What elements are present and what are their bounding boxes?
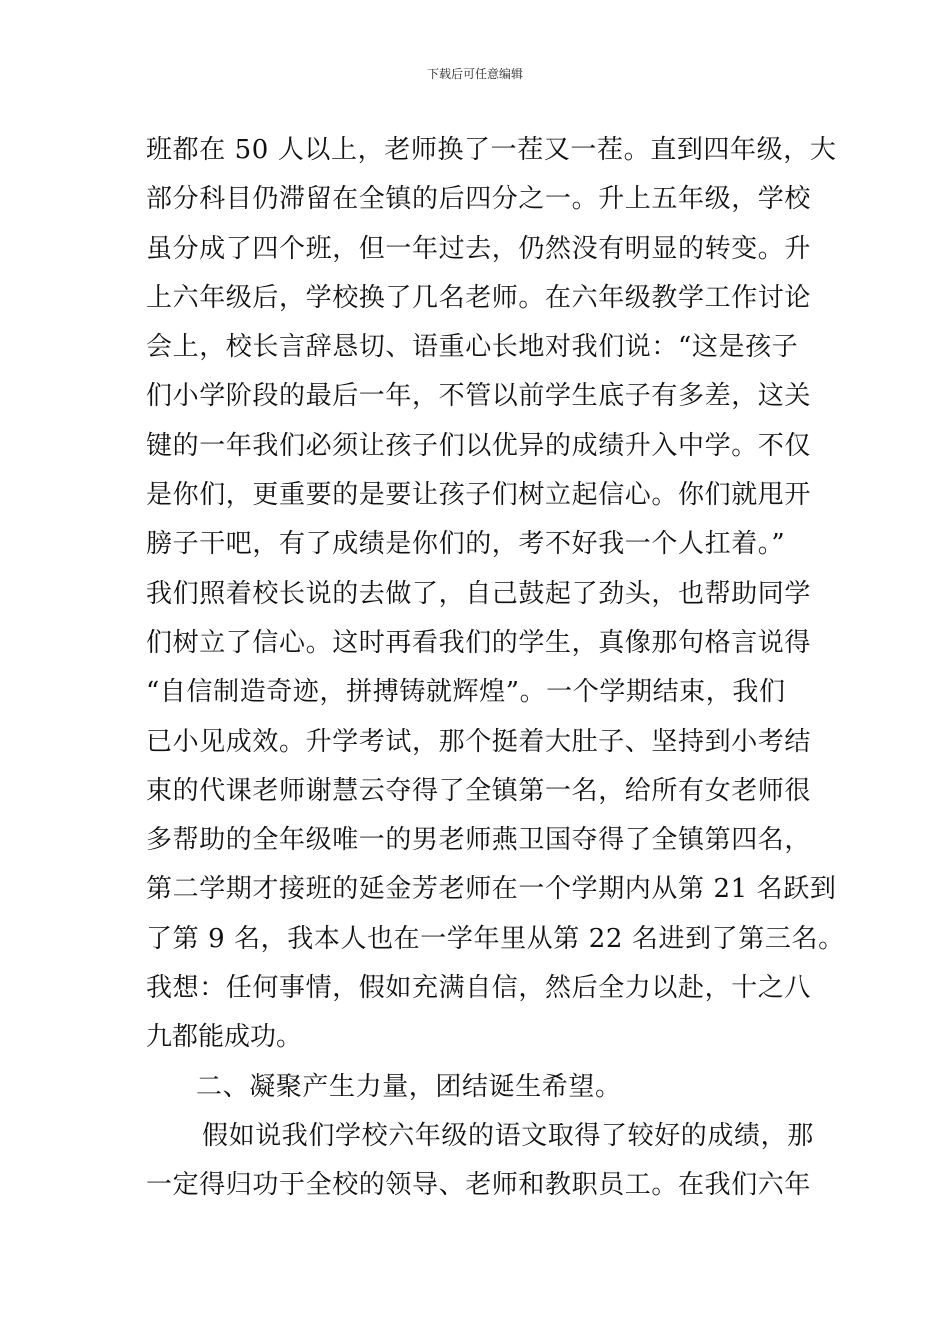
text-line: 班都在 50 人以上，老师换了一茬又一茬。直到四年级，大: [146, 135, 837, 165]
text-line: 们小学阶段的最后一年，不管以前学生底子有多差，这关: [146, 381, 812, 412]
text-line: 膀子干吧，有了成绩是你们的，考不好我一个人扛着。”: [146, 529, 786, 560]
text-line: 键的一年我们必须让孩子们以优异的成绩升入中学。不仅: [146, 430, 812, 461]
text-line: 一定得归功于全校的领导、老师和教职员工。在我们六年: [146, 1170, 812, 1201]
text-line: 们树立了信心。这时再看我们的学生，真像那句格言说得: [146, 627, 812, 658]
text-line: 是你们，更重要的是要让孩子们树立起信心。你们就甩开: [146, 480, 812, 511]
text-line: 九都能成功。: [146, 1022, 303, 1053]
section-heading: 二、凝聚产生力量，团结诞生希望。: [196, 1071, 622, 1102]
text-line: 部分科目仍滞留在全镇的后四分之一。升上五年级，学校: [146, 184, 812, 215]
text-line: 已小见成效。升学考试，那个挺着大肚子、坚持到小考结: [146, 726, 812, 757]
text-line: 虽分成了四个班，但一年过去，仍然没有明显的转变。升: [146, 233, 812, 264]
text-line: “自信制造奇迹，拼搏铸就辉煌”。一个学期结束，我们: [146, 677, 786, 708]
text-line: 束的代课老师谢慧云夺得了全镇第一名，给所有女老师很: [146, 775, 812, 806]
text-line: 了第 9 名，我本人也在一学年里从第 22 名进到了第三名。: [146, 923, 845, 954]
text-line: 我们照着校长说的去做了，自己鼓起了劲头，也帮助同学: [146, 578, 812, 609]
document-body: [146, 126, 845, 1211]
text-line: 第二学期才接班的延金芳老师在一个学期内从第 21 名跃到: [146, 874, 837, 905]
text-line: 假如说我们学校六年级的语文取得了较好的成绩，那: [202, 1120, 814, 1151]
page-header-note: 下载后可任意编辑: [426, 67, 523, 81]
text-line: 上六年级后，学校换了几名老师。在六年级教学工作讨论: [146, 282, 812, 313]
text-line: 多帮助的全年级唯一的男老师燕卫国夺得了全镇第四名，: [146, 825, 812, 856]
text-line: 会上，校长言辞恳切、语重心长地对我们说：“这是孩子: [146, 332, 799, 363]
text-line: 我想：任何事情，假如充满自信，然后全力以赴，十之八: [146, 973, 812, 1004]
